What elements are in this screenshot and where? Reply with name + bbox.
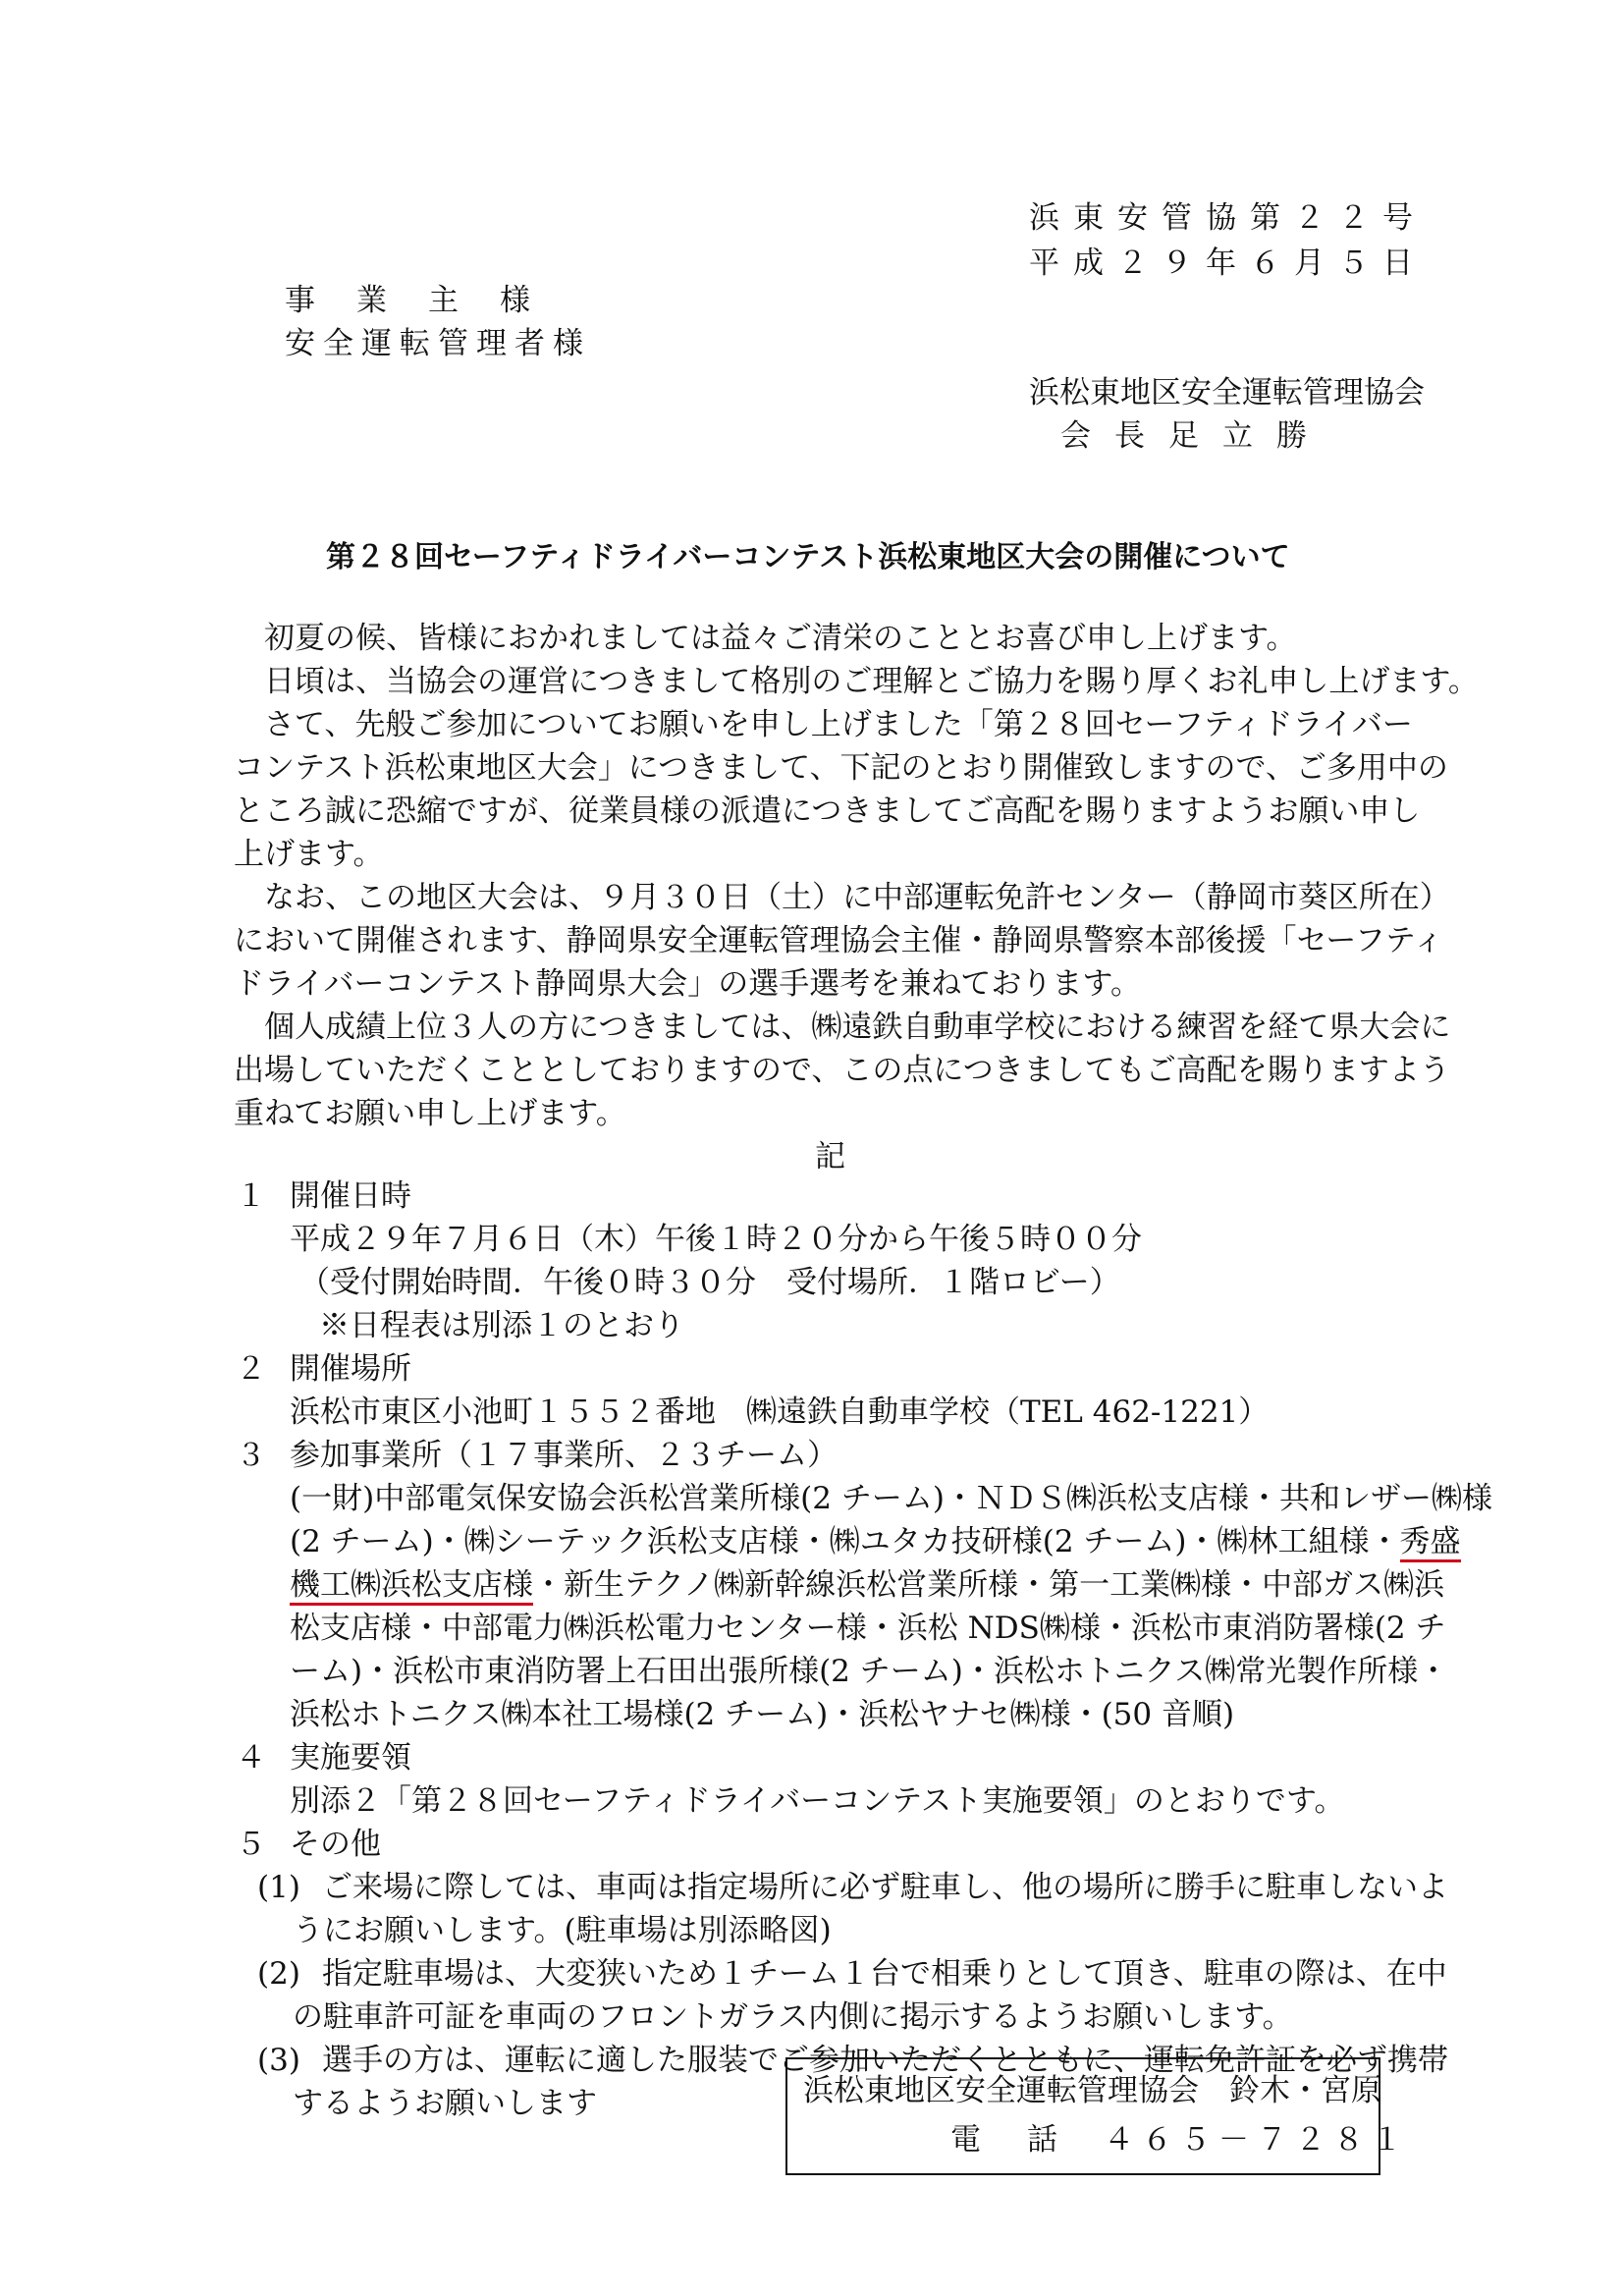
intro-line: 初夏の候、皆様におかれましては益々ご清栄のこととお喜び申し上げます。 (234, 621, 1297, 656)
participant-line: 松支店様・中部電力㈱浜松電力センター様・浜松 NDS㈱様・浜松市東消防署様(2 チ (290, 1611, 1446, 1646)
subitem-number: (3) (257, 2043, 300, 2078)
event-datetime: 平成２９年７月６日（木）午後１時２０分から午後５時００分 (290, 1222, 1142, 1257)
participant-text: (2 チーム)・㈱シーテック浜松支店様・㈱ユタカ技研様(2 チーム)・㈱林工組様・ (290, 1524, 1400, 1559)
reception-info: （受付開始時間．午後０時３０分 受付場所．１階ロビー） (299, 1265, 1120, 1300)
addressee-line2: 安全運転管理者様 (285, 326, 591, 361)
intro-line: ドライバーコンテスト静岡県大会」の選手選考を兼ねております。 (234, 966, 1141, 1002)
intro-line: ところ誠に恐縮ですが、従業員様の派遣につきましてご高配を賜りますようお願い申し (234, 793, 1421, 829)
ki-heading: 記 (815, 1139, 845, 1175)
document-date: 平成２９年６月５日 (1029, 246, 1427, 281)
intro-line: さて、先般ご参加についてお願いを申し上げました「第２８回セーフティドライバー (234, 707, 1413, 742)
intro-line: において開催されます、静岡県安全運転管理協会主催・静岡県警察本部後援「セーフティ (234, 923, 1444, 958)
schedule-note: ※日程表は別添１のとおり (319, 1308, 684, 1343)
participant-line: ーム)・浜松市東消防署上石田出張所様(2 チーム)・浜松ホトニクス㈱常光製作所様・ (290, 1654, 1449, 1689)
contact-box (785, 2057, 1410, 2175)
item-number: ３ (236, 1438, 266, 1473)
item-heading: 実施要領 (290, 1740, 411, 1776)
document-number: 浜東安管協第２２号 (1029, 200, 1427, 236)
subitem-text: 指定駐車場は、大変狭いため１チーム１台で相乗りとして頂き、駐車の際は、在中 (322, 1956, 1447, 1992)
item-heading: その他 (290, 1827, 381, 1862)
intro-line: 重ねてお願い申し上げます。 (234, 1096, 626, 1131)
subitem-text: するようお願いします (293, 2086, 597, 2121)
participant-line (290, 1563, 1444, 1607)
item-heading: 開催日時 (290, 1178, 411, 1214)
venue-address: 浜松市東区小池町１５５２番地 ㈱遠鉄自動車学校（TEL 462-1221） (290, 1394, 1270, 1430)
addressee-line1: 事業主様 (285, 283, 571, 318)
subitem-text: の駐車許可証を車両のフロントガラス内側に掲示するようお願いします。 (293, 1999, 1293, 2035)
sender-title: 会長足立勝 (1060, 418, 1330, 454)
subitem-number: (2) (257, 1956, 300, 1992)
item-number: ４ (236, 1740, 266, 1776)
item-number: ２ (236, 1351, 266, 1387)
item-number: １ (236, 1178, 266, 1214)
subitem-text: うにお願いします。(駐車場は別添略図) (293, 1913, 832, 1948)
intro-line: 出場していただくこととしておりますので、この点につきましてもご高配を賜りますよう (234, 1053, 1450, 1088)
highlighted-company: 秀盛 (1400, 1524, 1461, 1562)
contact-phone: 電 話 ４６５－７２８１ (950, 2122, 1410, 2158)
participant-line: 浜松ホトニクス㈱本社工場様(2 チーム)・浜松ヤナセ㈱様・(50 音順) (290, 1697, 1235, 1732)
item-heading: 参加事業所（１７事業所、２３チーム） (290, 1438, 838, 1473)
document-title: 第２８回セーフティドライバーコンテスト浜松東地区大会の開催について (326, 540, 1290, 574)
intro-line: なお、この地区大会は、９月３０日（土）に中部運転免許センター（静岡市葵区所在） (234, 880, 1450, 915)
intro-line: コンテスト浜松東地区大会」につきまして、下記のとおり開催致しますので、ご多用中の (234, 750, 1448, 786)
guideline-reference: 別添２「第２８回セーフティドライバーコンテスト実施要領」のとおりです。 (290, 1783, 1345, 1819)
item-heading: 開催場所 (290, 1351, 411, 1387)
subitem-number: (1) (257, 1870, 300, 1905)
highlighted-company: 機工㈱浜松支店様 (290, 1567, 533, 1606)
intro-line: 個人成績上位３人の方につきましては、㈱遠鉄自動車学校における練習を経て県大会に (234, 1010, 1451, 1045)
item-number: ５ (236, 1827, 266, 1862)
participant-line: (一財)中部電気保安協会浜松営業所様(2 チーム)・ＮＤＳ㈱浜松支店様・共和レザー㈱様 (290, 1481, 1492, 1516)
subitem-text: 選手の方は、運転に適した服装でご参加いただくとともに、運転免許証を必ず携帯 (322, 2043, 1448, 2078)
participant-line (290, 1520, 1461, 1563)
intro-line: 日頃は、当協会の運営につきまして格別のご理解とご協力を賜り厚くお礼申し上げます。 (234, 664, 1479, 699)
subitem-text: ご来場に際しては、車両は指定場所に必ず駐車し、他の場所に勝手に駐車しないよ (322, 1870, 1448, 1905)
contact-organization: 浜松東地区安全運転管理協会 鈴木・宮原 (803, 2073, 1381, 2108)
sender-organization: 浜松東地区安全運転管理協会 (1029, 375, 1425, 410)
intro-line: 上げます。 (234, 837, 384, 872)
participant-text: ・新生テクノ㈱新幹線浜松営業所様・第一工業㈱様・中部ガス㈱浜 (533, 1567, 1445, 1603)
